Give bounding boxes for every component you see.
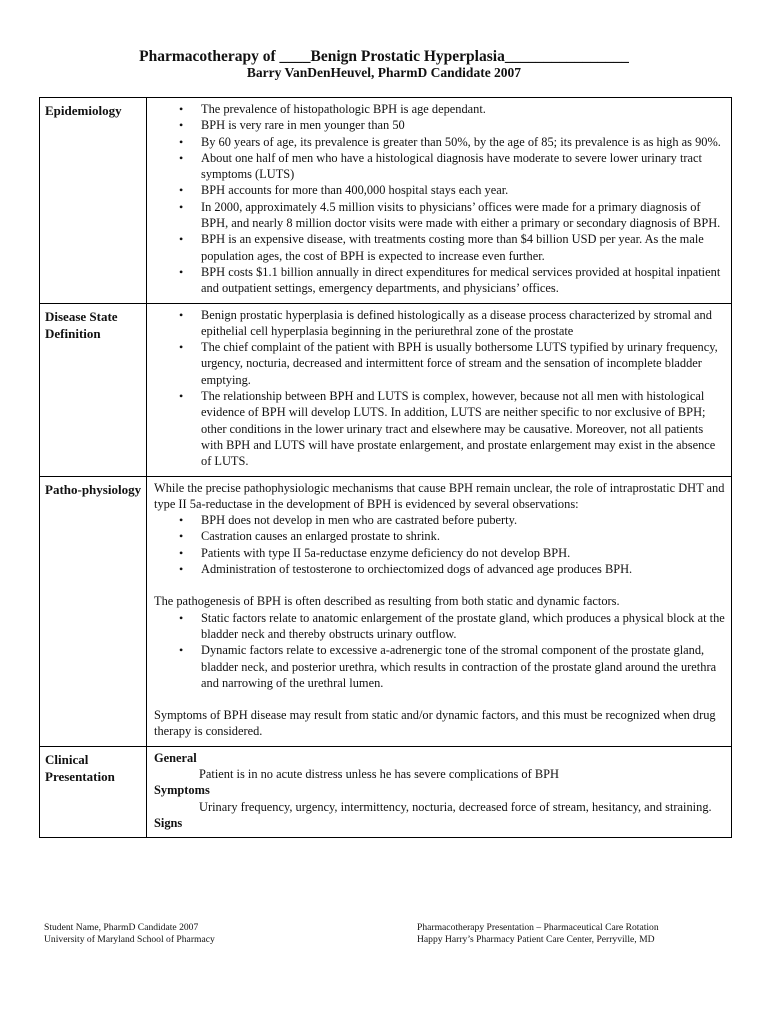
footer-student: Student Name, PharmD Candidate 2007 — [44, 922, 199, 933]
label-epidemiology: Epidemiology — [40, 98, 147, 304]
list-item: • BPH accounts for more than 400,000 hospital stays each year. — [201, 182, 725, 198]
row-pathophysiology — [40, 476, 732, 746]
list-item: • Dynamic factors relate to excessive a-adrenergic tone of the stromal component of the prostate gland, bladder neck, and posterior urethra, which results in contraction of the prostate gland around the urethra and narrowing of the urethral lumen. — [201, 642, 725, 691]
content-definition — [147, 303, 732, 476]
list-item: • About one half of men who have a histological diagnosis have moderate to severe lower urinary tract symptoms (LUTS) — [201, 150, 725, 183]
pathophysiology-intro: While the precise pathophysiologic mechanisms that cause BPH remain unclear, the role of intraprostatic DHT and type II 5a-reductase in the development of BPH is evidenced by several observations: — [154, 480, 725, 511]
content-table — [39, 97, 732, 838]
definition-list — [154, 307, 725, 470]
list-item: • BPH costs $1.1 billion annually in direct expenditures for medical services provided at hospital inpatient and outpatient settings, emergency departments, and physicians’ offices. — [201, 264, 725, 297]
observations-list — [154, 512, 725, 577]
symptoms-heading: Symptoms — [154, 783, 210, 798]
list-item: • BPH is very rare in men younger than 50 — [201, 117, 725, 133]
list-item: • The relationship between BPH and LUTS is complex, however, because not all men with histological evidence of BPH will develop LUTS. In addition, LUTS are neither specific to nor exclusive of BPH; other conditions in the lower urinary tract and elsewhere may be causative. Moreover, not all patients with BPH and LUTS will have prostate enlargement, and prostate enlargement may exist in the absence of LUTS. — [201, 388, 725, 469]
list-item: • Administration of testosterone to orchiectomized dogs of advanced age produces BPH. — [201, 561, 725, 577]
general-text: Patient is in no acute distress unless he has severe complications of BPH — [199, 766, 559, 781]
document-author: Barry VanDenHeuvel, PharmD Candidate 2007 — [246, 65, 522, 80]
epidemiology-list — [154, 101, 725, 297]
symptoms-paragraph: Symptoms of BPH disease may result from static and/or dynamic factors, and this must be recognized when drug therapy is considered. — [154, 708, 716, 739]
spacer — [154, 691, 725, 707]
row-epidemiology — [40, 98, 732, 304]
label-clinical: Clinical Presentation — [40, 746, 147, 837]
list-item: • The prevalence of histopathologic BPH is age dependant. — [201, 101, 725, 117]
label-definition: Disease State Definition — [40, 303, 147, 476]
label-pathophysiology: Patho-physiology — [40, 476, 147, 746]
factors-list — [154, 610, 725, 691]
footer-site: Happy Harry’s Pharmacy Patient Care Center, Perryville, MD — [417, 934, 655, 945]
list-item: • BPH does not develop in men who are castrated before puberty. — [201, 512, 725, 528]
general-heading: General — [154, 750, 197, 765]
footer-left — [44, 922, 215, 946]
footer-school: University of Maryland School of Pharmacy — [44, 934, 215, 945]
list-item: • Patients with type II 5a-reductase enzyme deficiency do not develop BPH. — [201, 545, 725, 561]
list-item: • Static factors relate to anatomic enlargement of the prostate gland, which produces a physical block at the bladder neck and thereby obstructs urinary outflow. — [201, 610, 725, 643]
signs-heading: Signs — [154, 815, 183, 830]
list-item: • Castration causes an enlarged prostate to shrink. — [201, 528, 725, 544]
content-clinical — [147, 746, 732, 837]
content-epidemiology — [147, 98, 732, 304]
spacer — [154, 577, 725, 593]
footer-right — [417, 922, 659, 946]
row-clinical — [40, 746, 732, 837]
footer-presentation: Pharmacotherapy Presentation – Pharmaceutical Care Rotation — [417, 922, 659, 933]
document-title: Pharmacotherapy of ____Benign Prostatic Hyperplasia________________ — [139, 48, 629, 65]
symptoms-text: Urinary frequency, urgency, intermittency, nocturia, decreased force of stream, hesitancy, and straining. — [199, 799, 712, 814]
pathogenesis-paragraph: The pathogenesis of BPH is often described as resulting from both static and dynamic factors. — [154, 594, 620, 609]
content-pathophysiology — [147, 476, 732, 746]
list-item: • By 60 years of age, its prevalence is greater than 50%, by the age of 85; its prevalence is as high as 90%. — [201, 134, 725, 150]
list-item: • Benign prostatic hyperplasia is defined histologically as a disease process characterized by stromal and epithelial cell hyperplasia beginning in the periurethral zone of the prostate — [201, 307, 725, 340]
list-item: • In 2000, approximately 4.5 million visits to physicians’ offices were made for a primary diagnosis of BPH, and nearly 8 million doctor visits were made with either a primary or secondary diagnosis of BPH. — [201, 199, 725, 232]
row-definition — [40, 303, 732, 476]
list-item: • BPH is an expensive disease, with treatments costing more than $4 billion USD per year. As the male population ages, the cost of BPH is expected to increase even further. — [201, 231, 725, 264]
list-item: • The chief complaint of the patient with BPH is usually bothersome LUTS typified by urinary frequency, urgency, nocturia, decreased and intermittent force of stream and the sensation of incomplete bladder emptying. — [201, 339, 725, 388]
